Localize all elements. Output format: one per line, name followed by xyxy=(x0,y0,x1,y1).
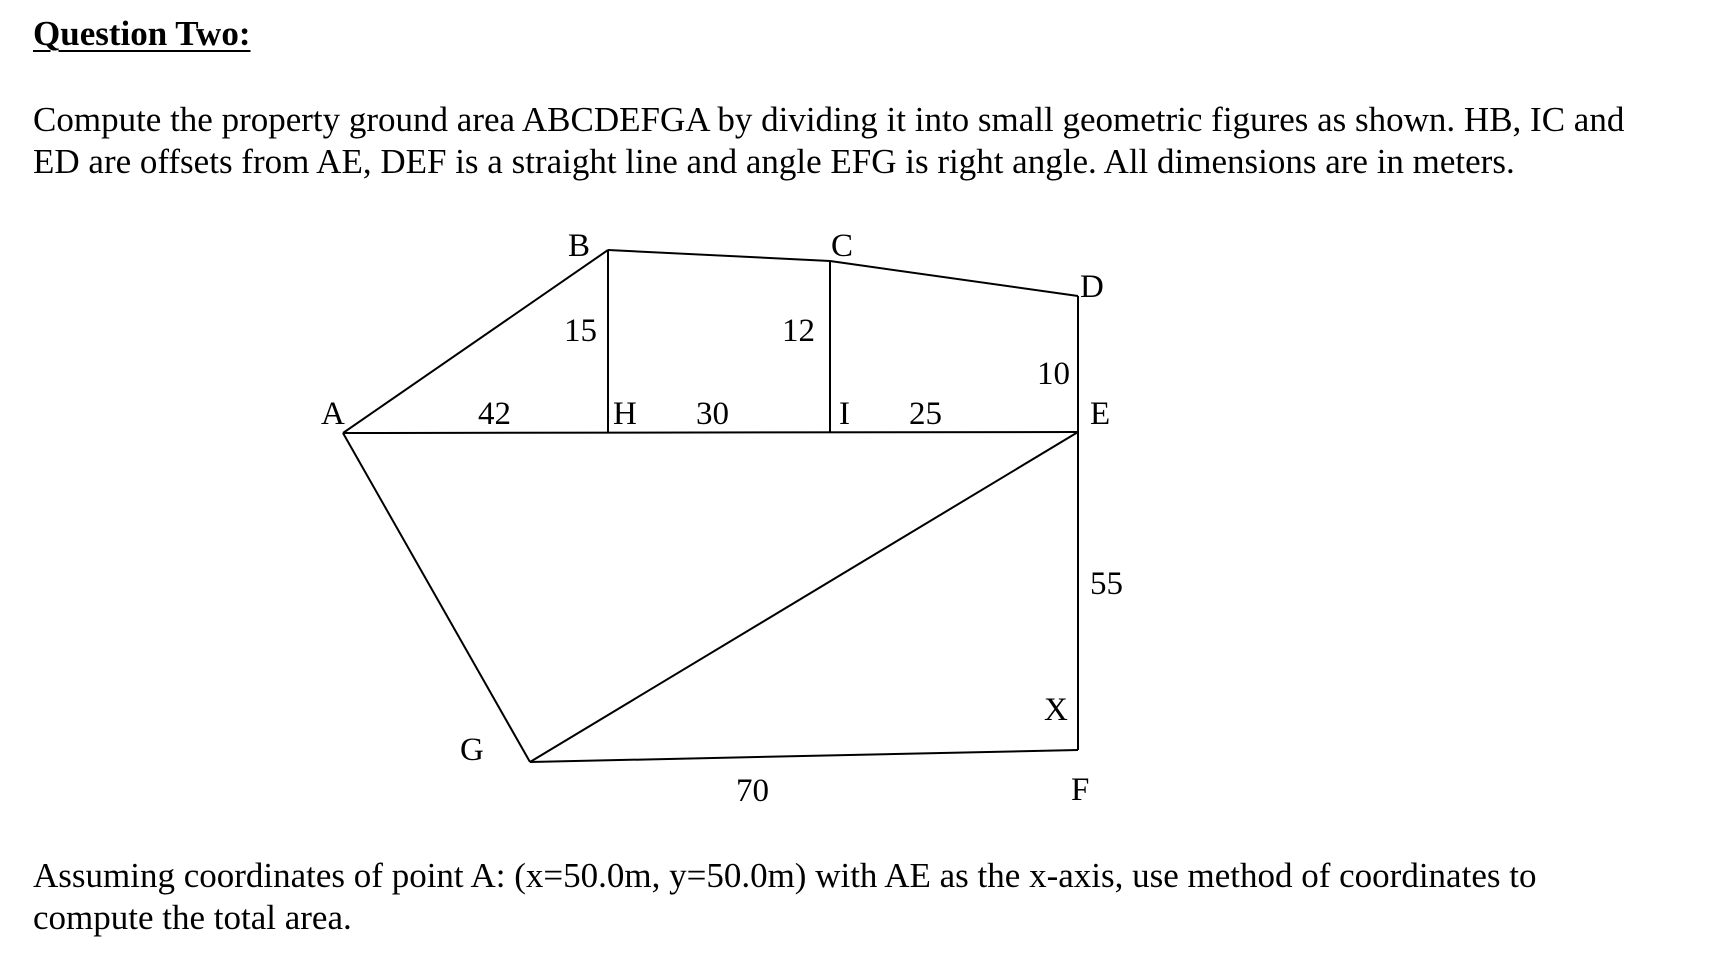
problem-statement-line-1: Compute the property ground area ABCDEFGA by dividing it into small geometric figures as shown. HB, IC and xyxy=(33,100,1625,139)
task-statement xyxy=(33,855,1536,939)
point-label-g: G xyxy=(460,732,484,768)
point-label-c: C xyxy=(831,228,854,264)
point-label-x: X xyxy=(1044,692,1068,728)
dimension-label-ah: 42 xyxy=(478,396,511,432)
line-eg xyxy=(530,432,1078,762)
point-label-d: D xyxy=(1080,269,1104,305)
point-label-h: H xyxy=(613,396,637,432)
line-bc xyxy=(608,250,830,261)
question-heading: Question Two: xyxy=(33,14,251,53)
task-statement-line-2: compute the total area. xyxy=(33,898,352,937)
dimension-label-hi: 30 xyxy=(696,396,729,432)
line-ae xyxy=(343,432,1078,433)
dimension-label-ic: 12 xyxy=(782,313,815,349)
point-label-f: F xyxy=(1071,772,1090,808)
line-fg xyxy=(530,750,1078,762)
dimension-label-gf: 70 xyxy=(736,773,769,809)
point-label-a: A xyxy=(321,396,345,432)
point-label-b: B xyxy=(568,228,591,264)
point-label-i: I xyxy=(839,396,850,432)
problem-statement-line-2: ED are offsets from AE, DEF is a straight line and angle EFG is right angle. All dimensions are in meters. xyxy=(33,142,1515,181)
task-statement-line-1: Assuming coordinates of point A: (x=50.0m, y=50.0m) with AE as the x-axis, use method of coordinates to xyxy=(33,856,1537,895)
line-ga xyxy=(343,433,530,762)
dimension-label-ed: 10 xyxy=(1037,356,1070,392)
dimension-label-ef: 55 xyxy=(1090,566,1123,602)
dimension-label-ie: 25 xyxy=(909,396,942,432)
point-label-e: E xyxy=(1090,396,1111,432)
dimension-label-hb: 15 xyxy=(564,313,597,349)
line-cd xyxy=(830,261,1078,296)
